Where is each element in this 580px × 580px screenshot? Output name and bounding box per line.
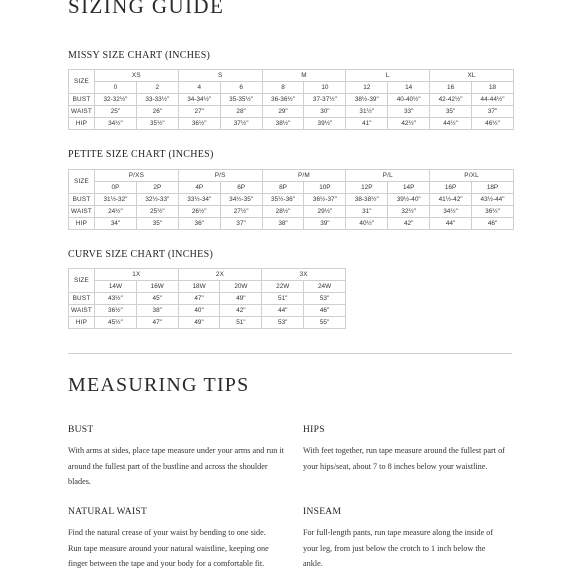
size-number: 18P [472,182,514,194]
size-group-label: P/XS [95,170,179,182]
measurement-value: 42" [388,218,430,230]
measurement-value: 39" [304,218,346,230]
size-group-label: XS [95,70,179,82]
measurement-value: 43½-44" [472,194,514,206]
measurement-label: WAIST [69,106,95,118]
measurement-value: 51" [262,293,304,305]
size-label: SIZE [69,269,95,293]
natural-waist-tip-text: Find the natural crease of your waist by bending to one side. Run tape measure around your natural waistline, keeping one finger between the tape and your body for a comfortable fit. [68,528,269,568]
size-label: SIZE [69,70,95,94]
size-number: 12P [346,182,388,194]
measurement-row [69,94,514,106]
measurement-value: 35" [136,218,178,230]
measurement-value: 28½" [262,206,304,218]
group-header-row [69,170,514,182]
size-number: 14P [388,182,430,194]
group-header-row [69,70,514,82]
measurement-value: 36½" [472,206,514,218]
measurement-value: 32½-33" [136,194,178,206]
measurement-value: 35" [430,106,472,118]
missy-chart-heading: MISSY SIZE CHART (INCHES) [68,50,211,61]
measurement-row [69,218,514,230]
measurement-value: 49" [220,293,262,305]
size-number: 16 [430,82,472,94]
measurement-value: 31" [346,206,388,218]
measurement-label: WAIST [69,305,95,317]
measurement-value: 36-36½" [262,94,304,106]
size-group-label: P/M [262,170,346,182]
measurement-row [69,106,514,118]
measurement-value: 49" [178,317,220,329]
measurement-label: HIP [69,218,95,230]
measurement-value: 33-33½" [136,94,178,106]
size-group-label: P/L [346,170,430,182]
measurement-value: 34½-35" [220,194,262,206]
measurement-value: 40½" [346,218,388,230]
measurement-row [69,194,514,206]
size-group-label: L [346,70,430,82]
measurement-value: 25" [95,106,137,118]
measurement-value: 32½" [388,206,430,218]
size-number: 4P [178,182,220,194]
measurement-label: HIP [69,317,95,329]
inseam-tip-title: INSEAM [303,507,342,517]
bust-tip-text: With arms at sides, place tape measure under your arms and run it around the fullest part of the bustline and across the shoulder blades. [68,446,284,486]
size-group-label: S [178,70,262,82]
measurement-value: 37" [472,106,514,118]
measurement-value: 44½" [430,118,472,130]
hips-tip-title: HIPS [303,425,325,435]
measurement-value: 44-44½" [472,94,514,106]
measurement-label: BUST [69,293,95,305]
measuring-tips-title: MEASURING TIPS [68,374,250,396]
measurement-value: 29" [262,106,304,118]
measurement-value: 42" [220,305,262,317]
group-header-row [69,269,346,281]
measurement-value: 41½-42" [430,194,472,206]
size-number: 16P [430,182,472,194]
measurement-row [69,317,346,329]
measurement-value: 34-34½" [178,94,220,106]
size-group-label: P/XL [430,170,514,182]
measurement-value: 25½" [136,206,178,218]
measurement-value: 44" [430,218,472,230]
measurement-row [69,118,514,130]
section-divider [68,353,512,354]
measurement-value: 46" [472,218,514,230]
measurement-value: 40" [178,305,220,317]
size-number: 14 [388,82,430,94]
measurement-value: 34½" [95,118,137,130]
measurement-value: 53" [304,293,346,305]
measurement-value: 27½" [220,206,262,218]
measurement-value: 43½" [95,293,137,305]
size-number: 16W [136,281,178,293]
size-number: 22W [262,281,304,293]
petite-chart-heading: PETITE SIZE CHART (INCHES) [68,149,214,160]
measurement-value: 51" [220,317,262,329]
measurement-value: 26" [136,106,178,118]
measurement-value: 31½-32" [95,194,137,206]
measurement-label: BUST [69,194,95,206]
measurement-value: 38½" [262,118,304,130]
measurement-value: 46½" [472,118,514,130]
size-number: 24W [304,281,346,293]
measurement-value: 39½-40" [388,194,430,206]
size-group-label: 3X [262,269,346,281]
measurement-value: 26½" [178,206,220,218]
size-number: 2 [136,82,178,94]
size-number-row [69,281,346,293]
measurement-row [69,206,514,218]
measurement-value: 31½" [346,106,388,118]
measurement-value: 45½" [95,317,137,329]
measurement-label: WAIST [69,206,95,218]
measurement-value: 38" [262,218,304,230]
size-group-label: M [262,70,346,82]
measurement-value: 44" [262,305,304,317]
size-number: 6 [220,82,262,94]
measurement-value: 35½-36" [262,194,304,206]
size-number-row [69,82,514,94]
measurement-label: HIP [69,118,95,130]
measurement-value: 38½-39" [346,94,388,106]
measurement-value: 38-38½" [346,194,388,206]
size-number: 8P [262,182,304,194]
measurement-value: 36" [178,218,220,230]
size-number: 14W [95,281,137,293]
natural-waist-tip-title: NATURAL WAIST [68,507,148,517]
measurement-value: 42½" [388,118,430,130]
size-label: SIZE [69,170,95,194]
measurement-value: 36½-37" [304,194,346,206]
size-number: 4 [178,82,220,94]
measurement-value: 53" [262,317,304,329]
measurement-value: 45" [136,293,178,305]
measurement-value: 37" [220,218,262,230]
size-number: 6P [220,182,262,194]
measurement-value: 40-40½" [388,94,430,106]
measurement-value: 24½" [95,206,137,218]
inseam-tip-text: For full-length pants, run tape measure along the inside of your leg, from just below the crotch to 1 inch below the ankle. [303,528,494,568]
bust-tip-title: BUST [68,425,94,435]
measurement-value: 36½" [178,118,220,130]
size-number: 0P [95,182,137,194]
size-group-label: XL [430,70,514,82]
size-number: 10 [304,82,346,94]
measurement-value: 41" [346,118,388,130]
size-number: 18 [472,82,514,94]
measurement-value: 28" [220,106,262,118]
size-number: 20W [220,281,262,293]
measurement-row [69,293,346,305]
measurement-value: 42-42½" [430,94,472,106]
measurement-value: 55" [304,317,346,329]
measurement-value: 35½" [136,118,178,130]
measurement-value: 32-32½" [95,94,137,106]
size-group-label: 1X [95,269,179,281]
curve-chart-heading: CURVE SIZE CHART (INCHES) [68,249,214,260]
measurement-value: 34" [95,218,137,230]
measurement-value: 37-37½" [304,94,346,106]
size-number: 8 [262,82,304,94]
measurement-value: 39½" [304,118,346,130]
hips-tip-text: With feet together, run tape measure around the fullest part of your hips/seat, about 7 to 8 inches below your waistline. [303,446,505,471]
measurement-value: 35-35½" [220,94,262,106]
measurement-value: 47" [178,293,220,305]
measurement-row [69,305,346,317]
size-group-label: P/S [178,170,262,182]
size-number-row [69,182,514,194]
measurement-label: BUST [69,94,95,106]
petite-size-table [68,169,514,230]
size-number: 18W [178,281,220,293]
measurement-value: 29½" [304,206,346,218]
size-number: 2P [136,182,178,194]
measurement-value: 47" [136,317,178,329]
measurement-value: 36½" [95,305,137,317]
size-number: 10P [304,182,346,194]
size-number: 0 [95,82,137,94]
size-number: 12 [346,82,388,94]
missy-size-table [68,69,514,130]
measurement-value: 27" [178,106,220,118]
measurement-value: 33" [388,106,430,118]
measurement-value: 30" [304,106,346,118]
measurement-value: 38" [136,305,178,317]
size-group-label: 2X [178,269,262,281]
measurement-value: 33½-34" [178,194,220,206]
curve-size-table [68,268,346,329]
measurement-value: 37½" [220,118,262,130]
measurement-value: 46" [304,305,346,317]
measurement-value: 34½" [430,206,472,218]
page-title: SIZING GUIDE [68,0,225,18]
